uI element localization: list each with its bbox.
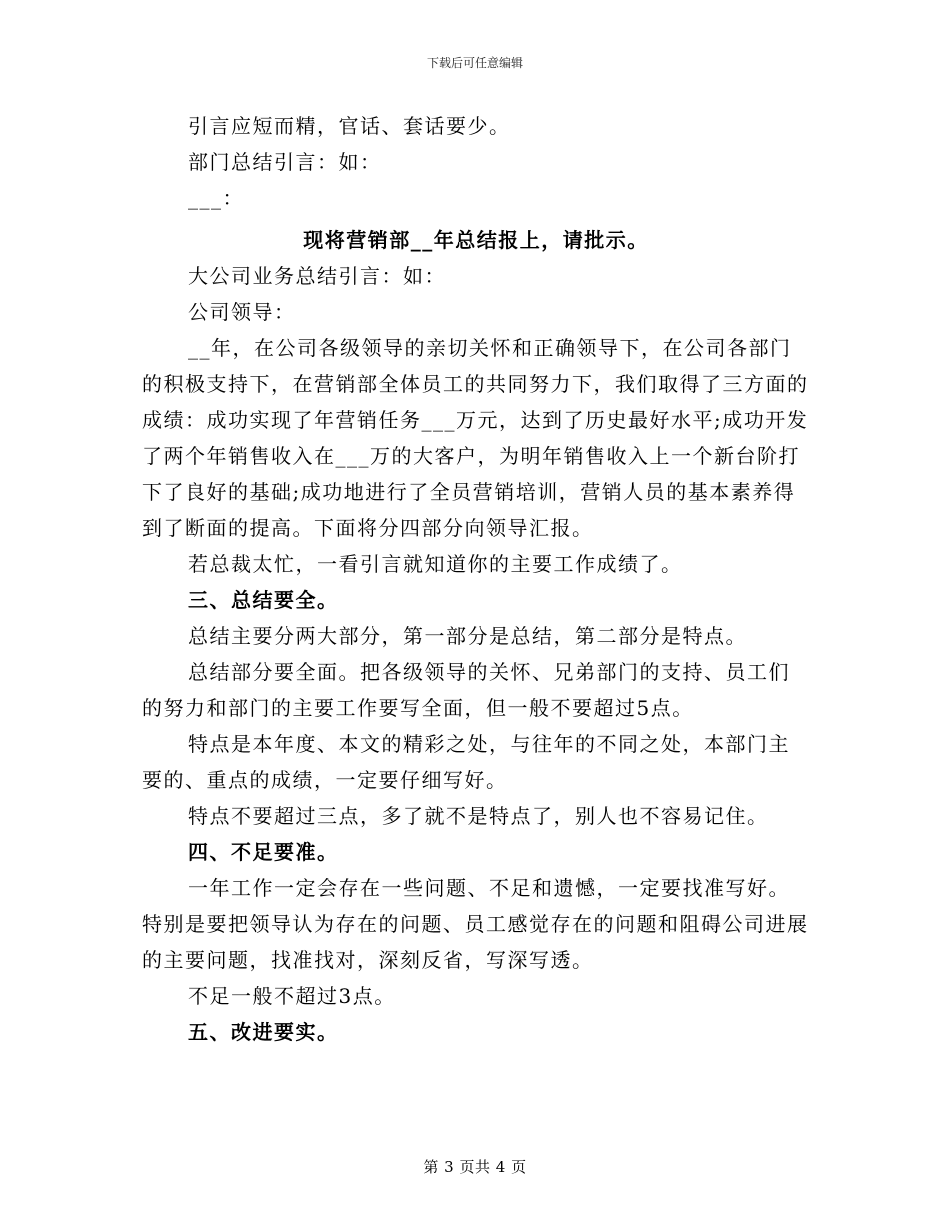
section-heading-5: 五、改进要实。 (188, 1020, 339, 1044)
intro-advice: 引言应短而精，官话、套话要少。 (188, 114, 511, 138)
summary-comprehensive: 总结部分要全面。把各级领导的关怀、兄弟部门的支持、员工们的努力和部门的主要工作要写全面，但一般不要超过5点。 (142, 660, 790, 720)
salutation-blank: ___： (188, 186, 244, 210)
page-header: 下载后可任意编辑 (426, 56, 523, 70)
features-description: 特点是本年度、本文的精彩之处，与往年的不同之处，本部门主要的、重点的成绩，一定要仔细写好。 (142, 732, 790, 792)
intro-note: 若总裁太忙，一看引言就知道你的主要工作成绩了。 (188, 552, 683, 576)
section-heading-4: 四、不足要准。 (188, 840, 339, 864)
shortcomings-description: 一年工作一定会存在一些问题、不足和遗憾，一定要找准写好。特别是要把领导认为存在的问题、员工感觉存在的问题和阻碍公司进展的主要问题，找准找对，深刻反省，写深写透。 (142, 876, 809, 972)
page-footer: 第 3 页共 4 页 (423, 1158, 527, 1176)
features-limit: 特点不要超过三点，多了就不是特点了，别人也不容易记住。 (188, 804, 769, 828)
report-title: 现将营销部__年总结报上，请批示。 (303, 228, 649, 252)
section-heading-3: 三、总结要全。 (188, 588, 339, 612)
shortcomings-limit: 不足一般不超过3点。 (188, 984, 396, 1008)
example-paragraph: __年，在公司各级领导的亲切关怀和正确领导下，在公司各部门的积极支持下，在营销部全体员工的共同努力下，我们取得了三方面的成绩：成功实现了年营销任务___万元，达到了历史最好水平;成功开发了两个年销售收入在___万的大客户，为明年销售收入上一个新台阶打下了良好的基础;成功地进行了全员营销培训，营销人员的基本素养得到了断面的提高。下面将分四部分向领导汇报。 (142, 336, 809, 540)
summary-parts: 总结主要分两大部分，第一部分是总结，第二部分是特点。 (188, 624, 747, 648)
document-body (142, 108, 810, 1050)
dept-intro-heading: 部门总结引言：如： (188, 150, 382, 174)
salutation-leaders: 公司领导： (188, 300, 296, 324)
company-intro-heading: 大公司业务总结引言：如： (188, 264, 446, 288)
